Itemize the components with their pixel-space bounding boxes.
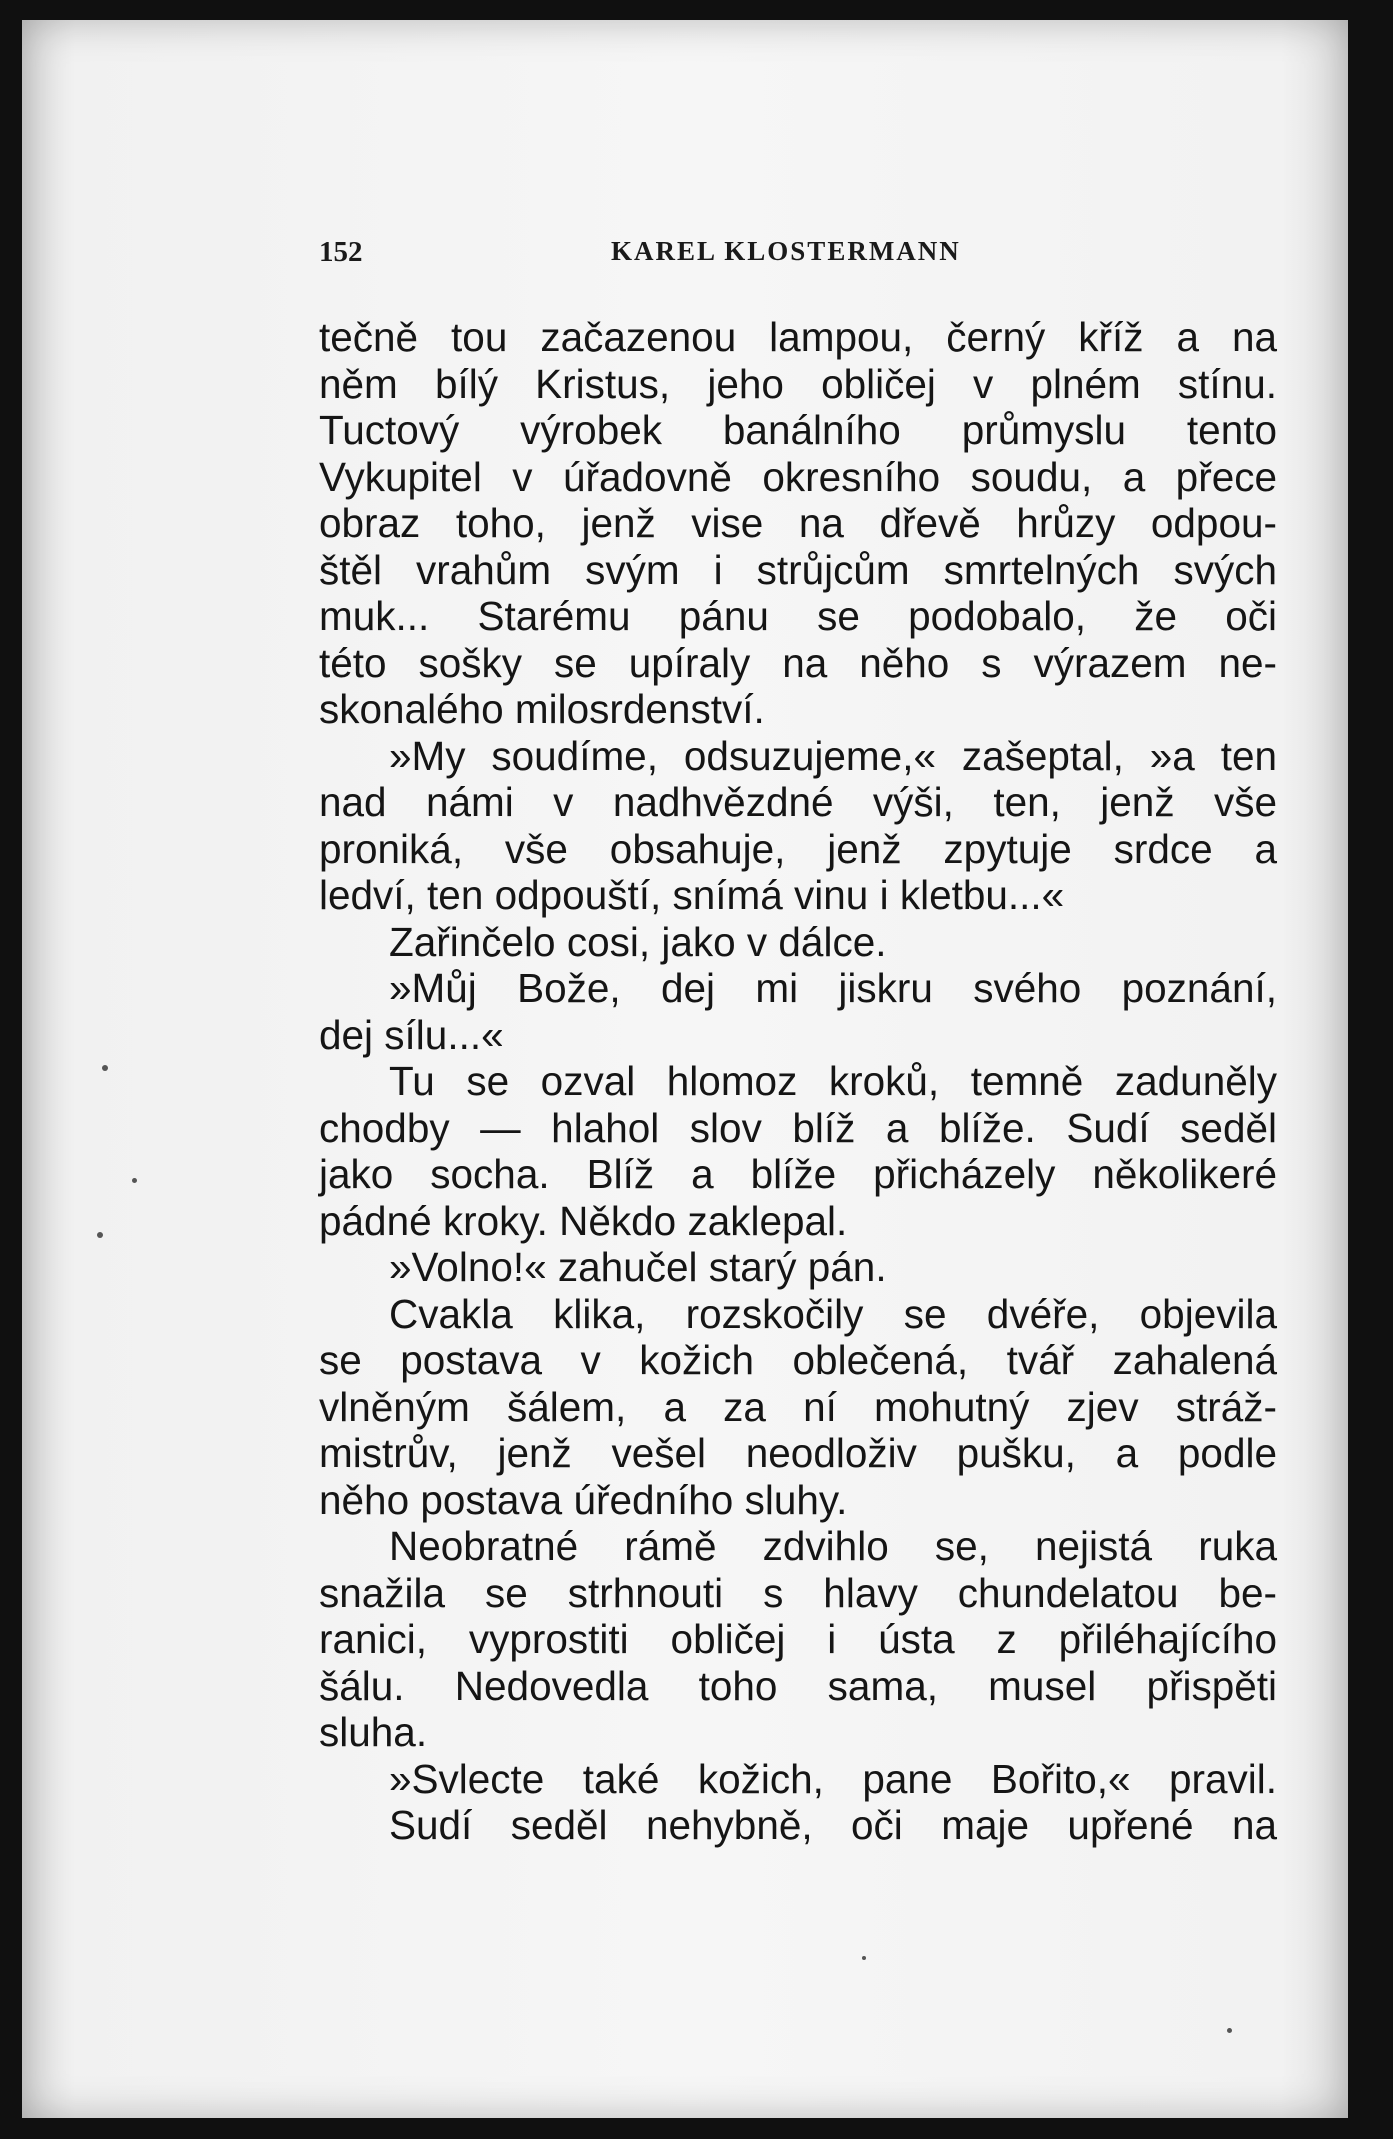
text-line: mistrův, jenž vešel neodloživ pušku, a podle [319,1430,1277,1476]
text-line: sluha. [319,1709,428,1755]
text-line: tečně tou začazenou lampou, černý kříž a na [319,314,1277,360]
text-line: dej sílu...« [319,1011,504,1058]
text-line: něm bílý Kristus, jeho obličej v plném stínu. [319,360,1277,407]
text-line: chodby — hlahol slov blíž a blíže. Sudí seděl [319,1104,1277,1151]
paper-speck [862,1956,866,1960]
text-line: nad námi v nadhvězdné výši, ten, jenž vše [319,779,1277,825]
text-line: obraz toho, jenž vise na dřevě hrůzy odpou- [319,500,1277,546]
page-header [319,236,1289,272]
text-line: »Můj Bože, dej mi jiskru svého poznání, [389,965,1277,1011]
text-line: »My soudíme, odsuzujeme,« zašeptal, »a ten [389,732,1277,779]
text-line: Neobratné rámě zdvihlo se, nejistá ruka [389,1523,1277,1569]
text-line: této sošky se upíraly na něho s výrazem ne- [319,639,1277,686]
text-line: proniká, vše obsahuje, jenž zpytuje srdce a [319,825,1277,872]
paper-speck [1227,2028,1232,2033]
text-line: vlněným šálem, a za ní mohutný zjev stráž- [319,1383,1277,1430]
text-line: Zařinčelo cosi, jako v dálce. [389,918,887,965]
text-line: jako socha. Blíž a blíže přicházely několikeré [319,1151,1277,1197]
paper-speck [97,1232,103,1238]
paper-speck [132,1178,137,1183]
text-line: ledví, ten odpouští, snímá vinu i kletbu...« [319,872,1065,918]
text-line: šálu. Nedovedla toho sama, musel přispěti [319,1662,1277,1709]
text-line: štěl vrahům svým i strůjcům smrtelných svých [319,546,1277,593]
text-line: Sudí seděl nehybně, oči maje upřené na [389,1802,1277,1848]
text-line: se postava v kožich oblečená, tvář zahalená [319,1337,1277,1383]
page-number: 152 [319,236,363,268]
text-line: Tuctový výrobek banálního průmyslu tento [319,407,1277,453]
book-page [22,20,1348,2118]
text-line: ranici, vyprostiti obličej i ústa z přiléhajícího [319,1616,1277,1662]
text-line: Tu se ozval hlomoz kroků, temně zaduněly [389,1058,1277,1104]
text-line: »Svlecte také kožich, pane Bořito,« pravil. [389,1755,1277,1802]
paper-speck [102,1065,108,1071]
text-line: něho postava úředního sluhy. [319,1476,848,1523]
text-line: »Volno!« zahučel starý pán. [389,1244,887,1290]
text-line: snažila se strhnouti s hlavy chundelatou be- [319,1569,1277,1616]
running-head: KAREL KLOSTERMANN [611,236,961,266]
body-text [319,314,1277,1849]
text-line: pádné kroky. Někdo zaklepal. [319,1197,848,1244]
text-line: Cvakla klika, rozskočily se dvéře, objevila [389,1290,1277,1337]
text-line: muk... Starému pánu se podobalo, že oči [319,593,1277,639]
text-line: skonalého milosrdenství. [319,686,765,732]
text-line: Vykupitel v úřadovně okresního soudu, a přece [319,453,1277,500]
